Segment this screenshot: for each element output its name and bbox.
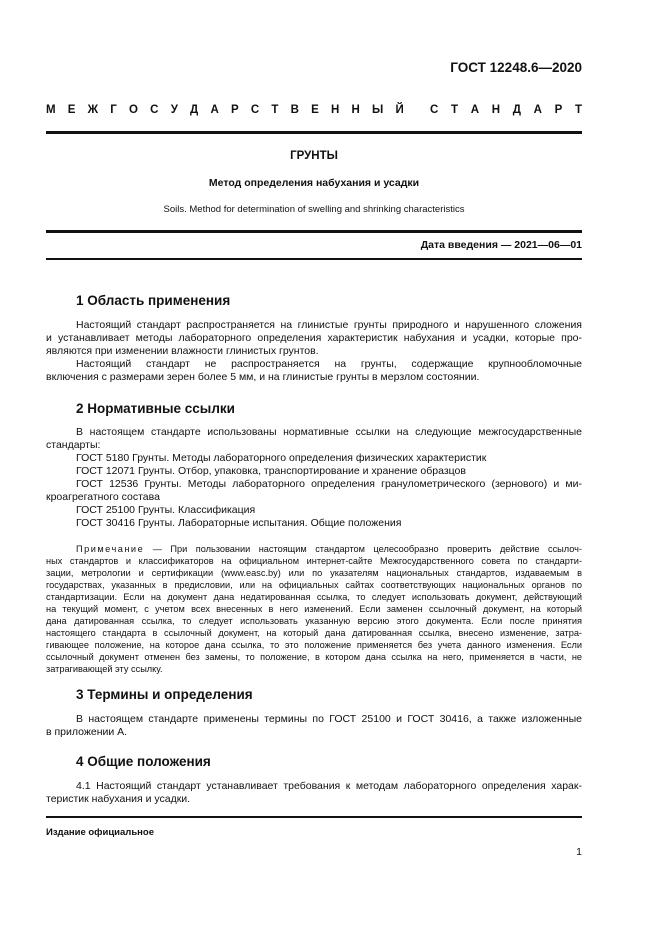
section-1-paragraph-2: Настоящий стандарт не распространяется на грунты, содержащие крупнообломочные включения с размерами зерен более 5 мм, и на глинистые грунты в мерзлом состоянии.	[46, 358, 582, 383]
page-number: 1	[576, 846, 582, 858]
document-page	[46, 0, 582, 935]
top-rule	[46, 131, 582, 134]
section-3-heading: 3 Термины и определения	[76, 687, 253, 702]
standard-number: ГОСТ 12248.6—2020	[450, 60, 582, 75]
reference-item-continued: кроагрегатного состава	[46, 491, 160, 503]
date-rule	[46, 258, 582, 260]
official-edition-label: Издание официальное	[46, 827, 154, 838]
banner-word-standard: С Т А Н Д А Р Т	[430, 104, 582, 116]
section-1-paragraph-1: Настоящий стандарт распространяется на глинистые грунты природного и нарушенного сложения и устанавливает методы лабораторного определения характеристик набухания и усадки, которые про- являются при изменении влажности глинистых грунтов.	[46, 319, 582, 357]
section-4-heading: 4 Общие положения	[76, 754, 211, 769]
section-2-heading: 2 Нормативные ссылки	[76, 401, 235, 416]
note-label: Примечание	[76, 544, 145, 554]
title-bottom-rule	[46, 230, 582, 233]
document-subtitle: Метод определения набухания и усадки	[208, 177, 420, 189]
section-1-heading: 1 Область применения	[76, 293, 231, 308]
reference-item: ГОСТ 12071 Грунты. Отбор, упаковка, транспортирование и хранение образцов	[76, 465, 466, 477]
reference-item: ГОСТ 5180 Грунты. Методы лабораторного определения физических характеристик	[76, 452, 487, 464]
banner-word-interstate: М Е Ж Г О С У Д А Р С Т В Е Н Н Ы Й	[46, 104, 404, 116]
reference-item: ГОСТ 12536 Грунты. Методы лабораторного определения гранулометрического (зернового) и ми-	[76, 478, 582, 490]
reference-item: ГОСТ 30416 Грунты. Лабораторные испытания. Общие положения	[76, 517, 402, 529]
standard-banner	[46, 104, 582, 116]
footer-rule	[46, 816, 582, 818]
introduction-date: Дата введения — 2021—06—01	[420, 239, 582, 251]
references-note: Примечание — При пользовании настоящим стандартом целесообразно проверить действие ссылоч- ных стандартов и классификаторов на официальном интернет-сайте Межгосударственного совета по стандарти- зации, метрологии и сертификации (www.easc.by) или по указателям национальных стандартов, издаваемым в государствах, указанных в предисловии, или на официальных сайтах соответствующих национальных органов по стандартизации. Если на документ дана недатированная ссылка, то следует использовать документ, действующий на текущий момент, с учетом всех внесенных в него изменений. Если заменен ссылочный документ, на который дана датированная ссылка, то следует использовать указанную версию этого документа. Если после принятия настоящего стандарта в ссылочный документ, на который дана датированная ссылка, внесено изменение, затра- гивающее положение, на которое дана ссылка, то это положение применяется без учета данного изменения. Если ссылочный документ отменен без замены, то положение, в котором дана ссылка на него, применяется в части, не затрагивающей эту ссылку.	[46, 544, 582, 674]
section-2-intro: В настоящем стандарте использованы нормативные ссылки на следующие межгосударственные стандарты:	[46, 426, 582, 451]
normative-references-list	[46, 452, 582, 530]
english-title: Soils. Method for determination of swelling and shrinking characteristics	[163, 204, 465, 215]
section-4-paragraph: 4.1 Настоящий стандарт устанавливает требования к методам лабораторного определения харак- теристик набухания и усадки.	[46, 780, 582, 805]
reference-item: ГОСТ 25100 Грунты. Классификация	[76, 504, 256, 516]
document-title: ГРУНТЫ	[290, 150, 338, 162]
section-3-paragraph: В настоящем стандарте применены термины по ГОСТ 25100 и ГОСТ 30416, а также изложенные в приложении А.	[46, 713, 582, 738]
